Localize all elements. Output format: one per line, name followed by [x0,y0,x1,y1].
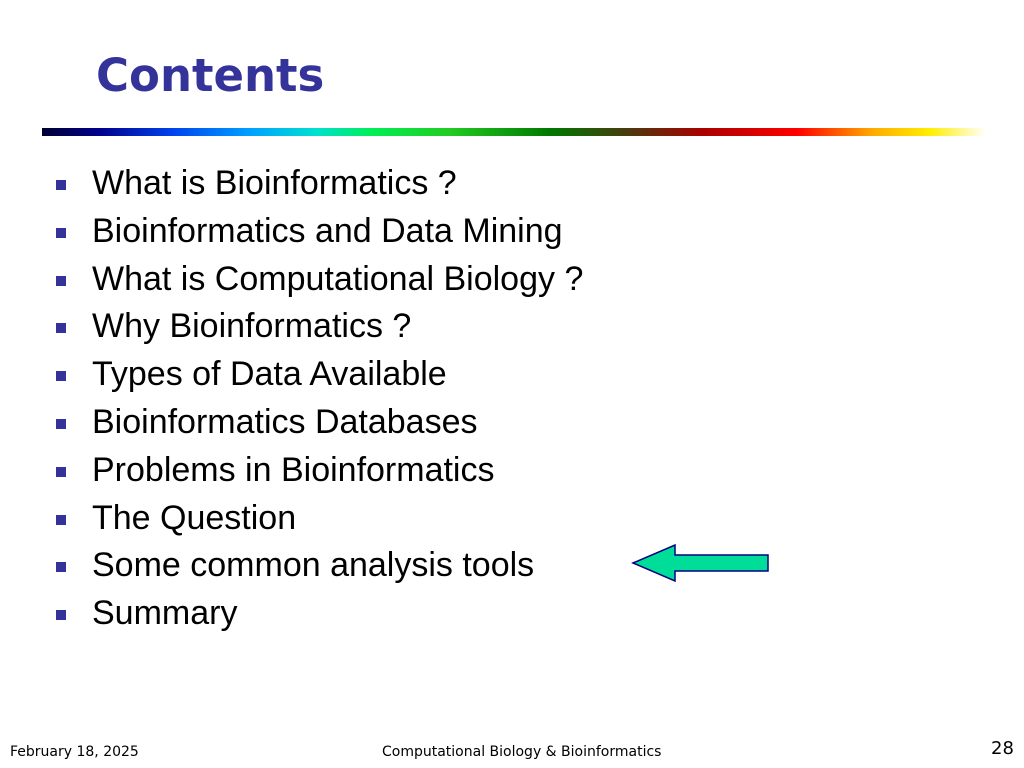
list-item [0,256,583,304]
list-item-text: What is Bioinformatics ? [92,164,457,202]
list-item-text: What is Computational Biology ? [92,259,584,298]
list-item-text: Bioinformatics and Data Mining [92,211,563,250]
contents-list [0,160,583,638]
list-item-text: Problems in Bioinformatics [92,450,495,489]
list-item [0,495,583,543]
list-item-highlighted [0,542,583,590]
rainbow-divider [42,128,986,136]
list-item-text: Types of Data Available [92,355,447,394]
square-bullet-icon [56,228,66,238]
list-item [0,160,583,208]
square-bullet-icon [56,419,66,429]
square-bullet-icon [56,276,66,286]
page-number: 28 [991,738,1014,759]
square-bullet-icon [56,515,66,525]
list-item-text: Some common analysis tools [92,546,535,585]
square-bullet-icon [56,371,66,381]
footer-title: Computational Biology & Bioinformatics [382,744,662,760]
list-item [0,208,583,256]
list-item [0,399,583,447]
list-item-text: Bioinformatics Databases [92,402,478,441]
list-item [0,590,583,638]
slide-title: Contents [96,49,325,102]
list-item [0,447,583,495]
left-arrow-icon [630,543,772,583]
list-item-text: Summary [92,594,238,633]
list-item-text: The Question [92,498,297,537]
list-item [0,351,583,399]
square-bullet-icon [56,180,66,190]
square-bullet-icon [56,323,66,333]
square-bullet-icon [56,610,66,620]
footer-date: February 18, 2025 [10,744,139,760]
square-bullet-icon [56,562,66,572]
square-bullet-icon [56,467,66,477]
list-item [0,303,583,351]
list-item-text: Why Bioinformatics ? [92,307,412,346]
